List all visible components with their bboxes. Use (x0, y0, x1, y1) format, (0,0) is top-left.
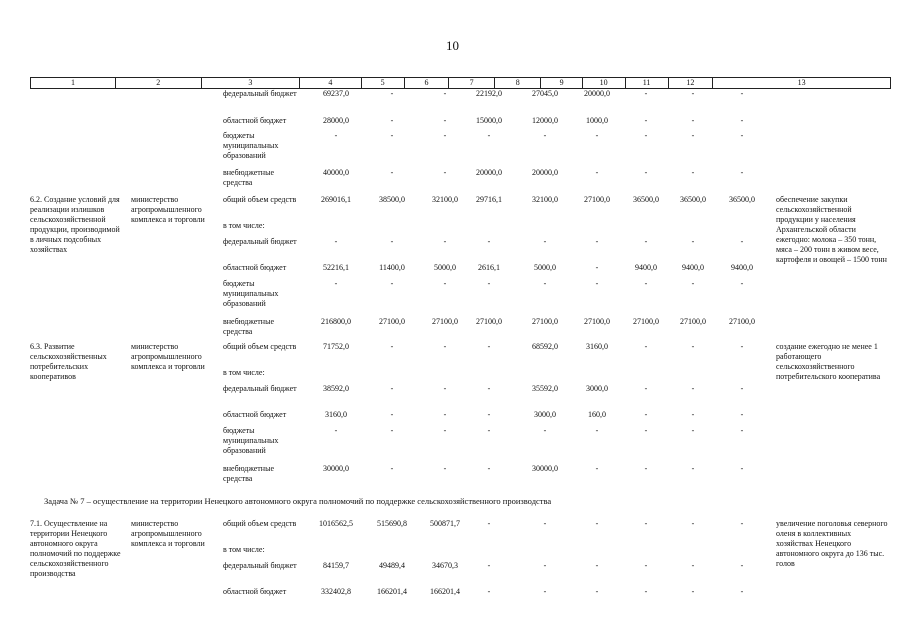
funding-source: общий объем средств (223, 342, 297, 351)
funding-value: 27100,0 (379, 317, 405, 326)
funding-value: - (487, 561, 491, 570)
funding-source: областной бюджет (223, 410, 287, 419)
funding-value: 22192,0 (476, 89, 502, 98)
funding-value: - (595, 168, 599, 177)
funding-source: федеральный бюджет (223, 89, 297, 98)
funding-value: - (595, 263, 599, 272)
page-number: 10 (446, 38, 459, 53)
measure-name: 6.3. Развитие сельскохозяйственных потребительских кооперативов (30, 342, 107, 381)
funding-value: - (443, 279, 447, 288)
funding-source: в том числе: (223, 545, 265, 554)
funding-value: - (691, 519, 695, 528)
funding-value: 36500,0 (729, 195, 755, 204)
funding-value: - (644, 279, 648, 288)
column-header-3: 3 (202, 78, 300, 88)
funding-value: - (443, 168, 447, 177)
funding-value: 332402,8 (321, 587, 351, 596)
funding-value: 36500,0 (633, 195, 659, 204)
funding-value: - (740, 168, 744, 177)
funding-source: бюджеты муниципальных образований (223, 279, 279, 308)
column-header-row (30, 77, 891, 89)
measure-executor: министерство агропромышленного комплекса и торговли (131, 195, 205, 224)
funding-source: федеральный бюджет (223, 384, 297, 393)
funding-value: - (390, 426, 394, 435)
funding-value: 1000,0 (586, 116, 608, 125)
funding-source: внебюджетные средства (223, 317, 274, 336)
funding-value: - (390, 89, 394, 98)
funding-value: - (740, 89, 744, 98)
expected-result: увеличение поголовья северного оленя в коллективных хозяйствах Ненецкого автономного округа до 136 тыс. голов (776, 519, 888, 568)
funding-value: - (543, 279, 547, 288)
funding-value: - (443, 237, 447, 246)
funding-value: 3000,0 (586, 384, 608, 393)
funding-value: 32100,0 (532, 195, 558, 204)
funding-value: - (644, 342, 648, 351)
funding-source: внебюджетные средства (223, 168, 274, 187)
funding-value: 27045,0 (532, 89, 558, 98)
expected-result: обеспечение закупки сельскохозяйственной продукции у населения Архангельской области ежегодно: молока – 350 тонн, мяса – 200 тонн в живом весе, картофеля и овощей – 1500 тонн (776, 195, 887, 264)
funding-value: - (543, 426, 547, 435)
funding-value: 20000,0 (584, 89, 610, 98)
funding-value: - (691, 342, 695, 351)
funding-value: - (334, 131, 338, 140)
funding-value: - (691, 279, 695, 288)
funding-value: - (740, 237, 744, 246)
funding-value: - (595, 279, 599, 288)
column-header-13: 13 (797, 78, 806, 87)
funding-value: - (740, 342, 744, 351)
measure-name: 6.2. Создание условий для реализации излишков сельскохозяйственной продукции, производимой в личных подсобных хозяйствах (30, 195, 120, 254)
funding-value: 68592,0 (532, 342, 558, 351)
funding-value: - (740, 426, 744, 435)
funding-value: - (644, 587, 648, 596)
column-header-2: 2 (116, 78, 202, 88)
funding-value: 49489,4 (379, 561, 405, 570)
funding-value: 27100,0 (633, 317, 659, 326)
funding-value: 27100,0 (532, 317, 558, 326)
funding-value: - (740, 587, 744, 596)
funding-value: - (334, 279, 338, 288)
funding-value: 160,0 (588, 410, 606, 419)
funding-value: - (443, 410, 447, 419)
funding-source: бюджеты муниципальных образований (223, 426, 279, 455)
funding-value: - (595, 519, 599, 528)
funding-value: 1016562,5 (319, 519, 353, 528)
funding-value: 500871,7 (430, 519, 460, 528)
funding-value: - (644, 237, 648, 246)
funding-value: - (543, 519, 547, 528)
column-header-1: 1 (31, 78, 116, 88)
funding-value: - (644, 464, 648, 473)
column-header-8: 8 (495, 78, 542, 88)
measure-executor: министерство агропромышленного комплекса и торговли (131, 519, 205, 548)
funding-value: 15000,0 (476, 116, 502, 125)
funding-value: - (487, 342, 491, 351)
funding-value: - (691, 131, 695, 140)
funding-value: - (334, 426, 338, 435)
funding-value: - (644, 410, 648, 419)
column-header-7: 7 (449, 78, 495, 88)
funding-value: - (691, 426, 695, 435)
funding-value: 38500,0 (379, 195, 405, 204)
funding-value: - (487, 384, 491, 393)
funding-value: - (740, 519, 744, 528)
funding-value: 32100,0 (432, 195, 458, 204)
funding-value: - (595, 131, 599, 140)
funding-value: - (334, 237, 338, 246)
funding-value: - (487, 410, 491, 419)
funding-value: - (487, 131, 491, 140)
funding-value: 27100,0 (432, 317, 458, 326)
funding-value: 9400,0 (731, 263, 753, 272)
funding-value: - (644, 519, 648, 528)
funding-value: 27100,0 (729, 317, 755, 326)
funding-value: 28000,0 (323, 116, 349, 125)
funding-value: - (487, 464, 491, 473)
funding-source: общий объем средств (223, 519, 297, 528)
funding-value: - (443, 464, 447, 473)
funding-value: - (691, 561, 695, 570)
column-header-5: 5 (362, 78, 405, 88)
funding-value: - (691, 237, 695, 246)
funding-value: - (595, 464, 599, 473)
funding-value: - (390, 168, 394, 177)
expected-result: создание ежегодно не менее 1 работающего сельскохозяйственного потребительского кооператива (776, 342, 881, 381)
funding-source: областной бюджет (223, 116, 287, 125)
funding-value: - (644, 384, 648, 393)
funding-value: 5000,0 (434, 263, 456, 272)
funding-value: - (740, 561, 744, 570)
funding-value: 27100,0 (476, 317, 502, 326)
funding-value: - (443, 342, 447, 351)
funding-value: 27100,0 (680, 317, 706, 326)
funding-value: - (691, 116, 695, 125)
funding-value: 69237,0 (323, 89, 349, 98)
funding-value: 166201,4 (377, 587, 407, 596)
funding-value: - (390, 131, 394, 140)
funding-value: - (644, 426, 648, 435)
funding-value: 12000,0 (532, 116, 558, 125)
funding-value: 52216,1 (323, 263, 349, 272)
funding-value: 20000,0 (476, 168, 502, 177)
funding-value: - (390, 464, 394, 473)
funding-value: - (691, 89, 695, 98)
funding-value: - (487, 587, 491, 596)
column-header-12: 12 (669, 78, 714, 88)
funding-value: - (595, 426, 599, 435)
funding-value: - (595, 587, 599, 596)
funding-value: 30000,0 (532, 464, 558, 473)
funding-source: областной бюджет (223, 587, 287, 596)
funding-value: 40000,0 (323, 168, 349, 177)
column-header-6: 6 (405, 78, 450, 88)
funding-value: - (543, 237, 547, 246)
funding-value: - (740, 464, 744, 473)
funding-value: 71752,0 (323, 342, 349, 351)
funding-value: - (740, 384, 744, 393)
funding-value: - (443, 116, 447, 125)
funding-source: бюджеты муниципальных образований (223, 131, 279, 160)
funding-value: - (487, 426, 491, 435)
funding-value: - (390, 237, 394, 246)
funding-source: внебюджетные средства (223, 464, 274, 483)
column-header-4: 4 (300, 78, 362, 88)
funding-value: 3160,0 (325, 410, 347, 419)
funding-value: 3000,0 (534, 410, 556, 419)
funding-source: в том числе: (223, 221, 265, 230)
funding-value: - (740, 116, 744, 125)
funding-source: в том числе: (223, 368, 265, 377)
funding-value: 84159,7 (323, 561, 349, 570)
funding-value: 38592,0 (323, 384, 349, 393)
funding-value: - (390, 410, 394, 419)
task-heading: Задача № 7 – осуществление на территории Ненецкого автономного округа полномочий по поддержке сельскохозяйственного производства (44, 496, 552, 506)
funding-value: - (543, 131, 547, 140)
funding-source: общий объем средств (223, 195, 297, 204)
column-header-11: 11 (626, 78, 669, 88)
funding-value: - (443, 384, 447, 393)
measure-name: 7.1. Осуществление на территории Ненецкого автономного округа полномочий по поддержке сельскохозяйственного производства (30, 519, 121, 578)
funding-value: 3160,0 (586, 342, 608, 351)
funding-value: 5000,0 (534, 263, 556, 272)
funding-source: областной бюджет (223, 263, 287, 272)
funding-value: - (487, 237, 491, 246)
funding-value: - (595, 237, 599, 246)
funding-value: 27100,0 (584, 317, 610, 326)
funding-value: - (443, 131, 447, 140)
funding-value: 2616,1 (478, 263, 500, 272)
funding-value: - (487, 279, 491, 288)
funding-value: - (390, 384, 394, 393)
funding-value: - (691, 410, 695, 419)
funding-value: - (487, 519, 491, 528)
funding-value: 166201,4 (430, 587, 460, 596)
funding-value: 27100,0 (584, 195, 610, 204)
funding-value: - (543, 587, 547, 596)
funding-value: 9400,0 (682, 263, 704, 272)
funding-value: - (390, 342, 394, 351)
funding-value: - (740, 410, 744, 419)
funding-value: - (443, 89, 447, 98)
measure-executor: министерство агропромышленного комплекса и торговли (131, 342, 205, 371)
funding-value: - (644, 561, 648, 570)
column-header-10: 10 (583, 78, 626, 88)
funding-value: 30000,0 (323, 464, 349, 473)
funding-value: - (740, 279, 744, 288)
funding-value: - (691, 168, 695, 177)
funding-value: 36500,0 (680, 195, 706, 204)
funding-value: 269016,1 (321, 195, 351, 204)
funding-value: - (740, 131, 744, 140)
funding-value: 35592,0 (532, 384, 558, 393)
funding-value: 11400,0 (379, 263, 405, 272)
funding-value: - (691, 384, 695, 393)
funding-value: 515690,8 (377, 519, 407, 528)
funding-value: - (390, 116, 394, 125)
funding-value: 216800,0 (321, 317, 351, 326)
column-header-9: 9 (541, 78, 582, 88)
funding-source: федеральный бюджет (223, 237, 297, 246)
funding-value: - (691, 587, 695, 596)
funding-value: 34670,3 (432, 561, 458, 570)
funding-value: 9400,0 (635, 263, 657, 272)
funding-value: 20000,0 (532, 168, 558, 177)
funding-value: - (390, 279, 394, 288)
funding-value: - (595, 561, 599, 570)
funding-value: - (443, 426, 447, 435)
funding-value: - (644, 116, 648, 125)
funding-value: - (691, 464, 695, 473)
funding-value: - (644, 131, 648, 140)
funding-source: федеральный бюджет (223, 561, 297, 570)
funding-value: - (543, 561, 547, 570)
funding-value: 29716,1 (476, 195, 502, 204)
funding-value: - (644, 168, 648, 177)
funding-value: - (644, 89, 648, 98)
